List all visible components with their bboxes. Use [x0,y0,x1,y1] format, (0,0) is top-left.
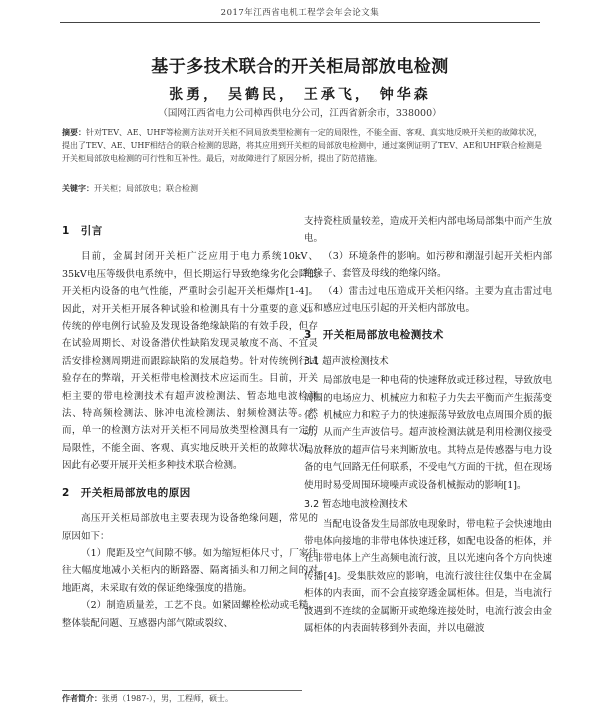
running-header: 2017年江西省电机工程学会年会论文集 [220,8,380,18]
section-3-1-heading: 3.1 超声波检测技术 [304,355,389,367]
header-rule [60,22,540,23]
abstract-label: 摘要： [62,128,87,137]
right-column [304,213,552,637]
section-2-item-3: （3）环境条件的影响。如污秽和潮湿引起开关柜内部绝缘子、套管及母线的绝缘闪络。 [304,250,552,280]
section-2-paragraph: 高压开关柜局部放电主要表现为设备绝缘问题，常见的原因如下： [62,513,318,542]
footnote-text: 张勇（1987-），男，工程师，硕士。 [102,694,234,703]
abstract-text: 针对TEV、AE、UHF等检测方法对开关柜不同局放类型检测有一定的局限性，不能全面、客观、真实地反映开关柜的故障状况，提出了TEV、AE、UHF相结合的联合检测的思路，将其应用到开关柜的局部放电检测中，通过案例证明了TEV、AE和UHF联合检测是开关柜局部放电检测的可行性和互补性。最后，对故障进行了原因分析，提出了防范措施。 [62,128,542,163]
section-2-item-1: （1）爬距及空气间隙不够。如为缩短柜体尺寸，厂家往往大幅度地减小关柜内的断路器、隔离插头和刀闸之间的对地距离，未采取有效的保证绝缘强度的措施。 [62,547,318,594]
section-1-paragraph: 目前，金属封闭开关柜广泛应用于电力系统10kV、35kV电压等级供电系统中，但长期运行导致绝缘劣化会降低开关柜内设备的电气性能，严重时会引起开关柜爆炸[1-4]。因此，对开关柜开展各种试验和检测具有十分重要的意义。传统的停电例行试验及发现设备绝缘缺陷的有效手段，但存在试验周期长、对设备潜伏性缺陷发现灵敏度不高、不宜灵活安排检测周期进而跟踪缺陷的发展趋势。针对传统例行试验存在的弊端，开关柜带电检测技术应运而生。目前，开关柜主要的带电检测技术有超声波检测法、暂态地电波检测法、特高频检测法、脉冲电流检测法、射频检测法等。然而，单一的检测方法对开关柜不同局放类型检测具有一定的局限性，不能全面、客观、真实地反映开关柜的故障状况，因此有必要开展开关柜多种技术联合检测。 [62,251,318,472]
section-3-2-paragraph: 当配电设备发生局部放电现象时，带电粒子会快速地由带电体向接地的非带电体快速迁移，如配电设备的柜体，并在非带电体上产生高频电流行波，且以光速向各个方向快速传播[4]。受集肤效应的影响，电流行波往往仅集中在金属柜体的内表面，而不会直接穿透金属柜体。但是，当电流行波遇到不连续的金属断开或绝缘连接处时，电流行波会由金属柜体的内表面转移到外表面，并以电磁波 [304,518,552,634]
keywords-label: 关键字： [62,184,94,193]
left-column [62,213,318,632]
paper-title: 基于多技术联合的开关柜局部放电检测 [151,57,449,77]
author-footnote [62,690,302,704]
keywords-text: 开关柜；局部放电；联合检测 [94,184,198,193]
abstract [62,126,542,165]
section-2-heading: 2 开关柜局部放电的原因 [62,486,191,499]
section-3-1-paragraph: 局部放电是一种电荷的快速释放或迁移过程，导致放电周围的电场应力、机械应力和粒子力失去平衡而产生振荡变化，机械应力和粒子力的快速振荡导致放电点周围介质的振动，从而产生声波信号。超声波检测法就是利用检测仪接受局放释放的超声信号来判断放电。其特点是传感器与电力设备的电气回路无任何联系，不受电气方面的干扰，但在现场使用时易受周围环境噪声或设备机械振动的影响[1]。 [304,375,552,491]
paper-authors: 张勇， 吴鹤民， 王承飞， 钟华森 [169,87,431,103]
section-2-item-4: （4）雷击过电压造成开关柜闪络。主要为直击雷过电压和感应过电压引起的开关柜内部放电。 [304,285,552,315]
section-3-2-heading: 3.2 暂态地电波检测技术 [304,499,408,511]
section-2-item-2: （2）制造质量差，工艺不良。如紧固螺栓松动或毛糙、整体装配问题、互感器内部气隙或裂纹、 [62,600,318,629]
section-3-heading: 3 开关柜局部放电检测技术 [304,329,444,342]
continued-paragraph: 支持瓷柱质量较差，造成开关柜内部电场局部集中而产生放电。 [304,216,552,245]
keywords [62,183,542,194]
section-1-heading: 1 引言 [62,225,103,237]
footnote-label: 作者简介： [62,693,102,703]
paper-affiliation: （国网江西省电力公司樟西供电分公司，江西省新余市，338000） [158,108,442,119]
